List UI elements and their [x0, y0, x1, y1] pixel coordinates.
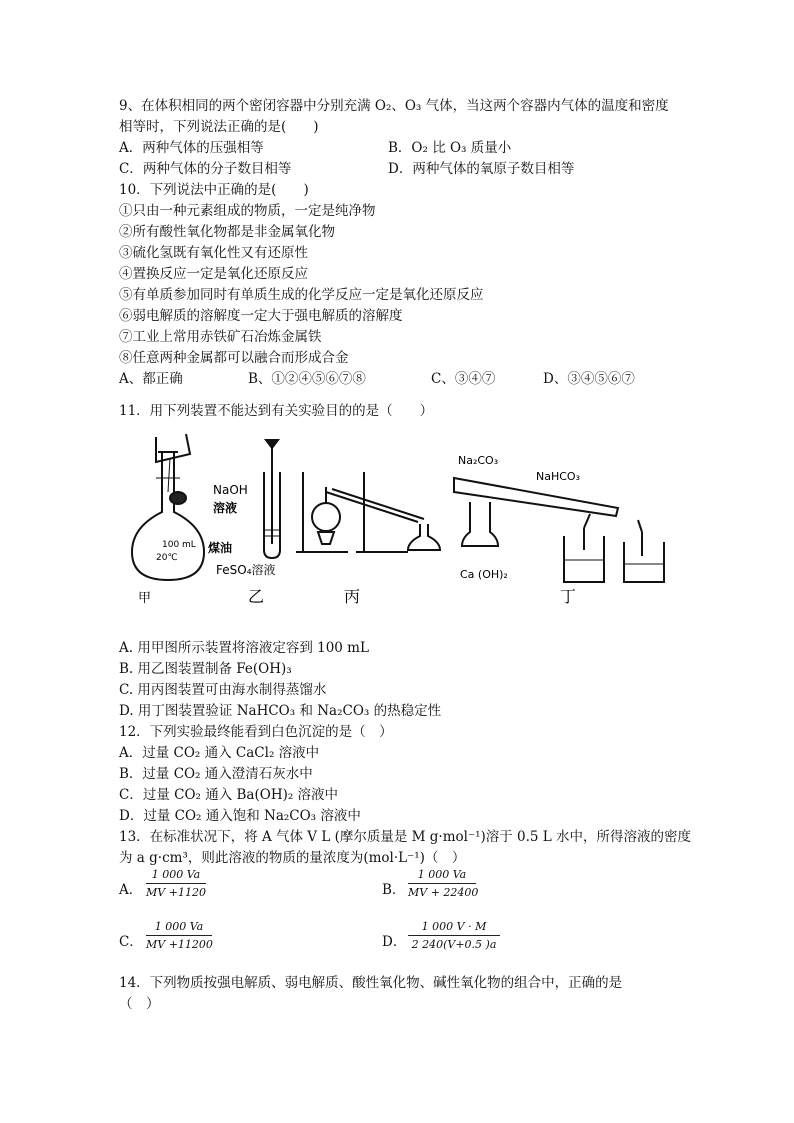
q10-item: ④置换反应一定是氧化还原反应 — [119, 266, 308, 282]
q11-apparatus-figure — [118, 432, 678, 612]
q12-option-c: C．过量 CO₂ 通入 Ba(OH)₂ 溶液中 — [119, 787, 339, 803]
figure-label-bing: 丙 — [344, 587, 361, 606]
q12-option-b: B．过量 CO₂ 通入澄清石灰水中 — [119, 766, 313, 782]
q10-option-c: C、③④⑦ — [431, 371, 496, 387]
figure-label-ding: 丁 — [560, 587, 577, 606]
q13-option-d-fraction — [408, 920, 500, 951]
q13-b-numerator: 1 000 Va — [417, 868, 467, 881]
q13-stem-line2: 为 a g·cm³，则此溶液的物质的量浓度为(mol·L⁻¹)（ ） — [119, 850, 466, 866]
q13-c-numerator: 1 000 Va — [154, 920, 204, 933]
feso4-label: FeSO₄溶液 — [216, 563, 276, 577]
q14-stem-line2: （ ） — [119, 996, 160, 1012]
q10-item: ⑤有单质参加同时有单质生成的化学反应一定是氧化还原反应 — [119, 287, 484, 303]
naoh-label: NaOH — [213, 483, 248, 497]
q13-option-c-label: C． — [119, 934, 143, 950]
q9-option-d: D．两种气体的氧原子数目相等 — [388, 161, 575, 177]
q13-option-b-fraction — [408, 868, 479, 899]
q10-stem: 10．下列说法中正确的是( ) — [119, 182, 309, 198]
q10-option-b: B、①②④⑤⑥⑦⑧ — [248, 371, 366, 387]
q9-option-b: B．O₂ 比 O₃ 质量小 — [388, 140, 512, 156]
q10-option-a: A、都正确 — [119, 371, 183, 387]
q13-d-numerator: 1 000 V · M — [421, 920, 487, 933]
na2co3-label: Na₂CO₃ — [458, 454, 499, 467]
q13-option-b-label: B． — [382, 882, 406, 898]
q12-option-a: A．过量 CO₂ 通入 CaCl₂ 溶液中 — [119, 745, 320, 761]
q11-option-a: A. 用甲图所示装置将溶液定容到 100 mL — [119, 640, 369, 656]
q10-item: ①只由一种元素组成的物质，一定是纯净物 — [119, 203, 376, 219]
thermal-stability-apparatus — [454, 478, 664, 582]
q10-item: ⑦工业上常用赤铁矿石冶炼金属铁 — [119, 329, 322, 345]
q9-option-a: A．两种气体的压强相等 — [119, 140, 264, 156]
figure-label-jia: 甲 — [138, 591, 152, 606]
q12-option-d: D．过量 CO₂ 通入饱和 Na₂CO₃ 溶液中 — [119, 808, 361, 824]
q13-option-a-fraction — [146, 868, 206, 899]
figure-label-yi: 乙 — [248, 587, 265, 606]
q9-stem-line2: 相等时，下列说法正确的是( ) — [119, 119, 319, 135]
q11-stem: 11．用下列装置不能达到有关实验目的的是（ ） — [119, 403, 434, 419]
q10-item: ⑧任意两种金属都可以融合而形成合金 — [119, 350, 349, 366]
test-tube-apparatus — [264, 440, 280, 558]
q10-item: ③硫化氢既有氧化性又有还原性 — [119, 245, 308, 261]
q13-d-denominator: 2 240(V+0.5 )a — [411, 938, 497, 951]
q10-option-d: D、③④⑤⑥⑦ — [543, 371, 635, 387]
q13-option-d-label: D． — [382, 934, 407, 950]
q12-stem: 12．下列实验最终能看到白色沉淀的是（ ） — [119, 724, 393, 740]
q14-stem-line1: 14．下列物质按强电解质、弱电解质、酸性氧化物、碱性氧化物的组合中，正确的是 — [119, 975, 623, 991]
q9-stem-line1: 9、在体积相同的两个密闭容器中分别充满 O₂、O₃ 气体，当这两个容器内气体的温度和密度 — [119, 98, 669, 114]
q13-c-denominator: MV +11200 — [146, 938, 213, 951]
q13-option-c-fraction — [146, 920, 212, 951]
caoh2-label: Ca (OH)₂ — [460, 568, 508, 581]
naoh-solution-label: 溶液 — [213, 501, 238, 515]
q13-a-numerator: 1 000 Va — [151, 868, 201, 881]
q13-a-denominator: MV +1120 — [146, 886, 206, 899]
flask-volume-label: 100 mL — [162, 540, 196, 550]
q11-option-c: C. 用丙图装置可由海水制得蒸馏水 — [119, 682, 327, 698]
q9-option-c: C．两种气体的分子数目相等 — [119, 161, 292, 177]
kerosene-label: 煤油 — [208, 541, 233, 555]
flask-temp-label: 20℃ — [156, 553, 178, 563]
q10-item: ②所有酸性氧化物都是非金属氧化物 — [119, 224, 335, 240]
q13-stem-line1: 13．在标准状况下，将 A 气体 V L (摩尔质量是 M g·mol⁻¹)溶于 0.5 L 水中，所得溶液的密度 — [119, 829, 692, 845]
q10-item: ⑥弱电解质的溶解度一定大于强电解质的溶解度 — [119, 308, 403, 324]
q11-option-d: D. 用丁图装置验证 NaHCO₃ 和 Na₂CO₃ 的热稳定性 — [119, 703, 442, 719]
distillation-apparatus — [296, 472, 440, 552]
q13-option-a-label: A． — [119, 882, 143, 898]
q13-b-denominator: MV + 22400 — [408, 886, 479, 899]
q11-option-b: B. 用乙图装置制备 Fe(OH)₃ — [119, 661, 292, 677]
nahco3-label: NaHCO₃ — [536, 470, 580, 483]
